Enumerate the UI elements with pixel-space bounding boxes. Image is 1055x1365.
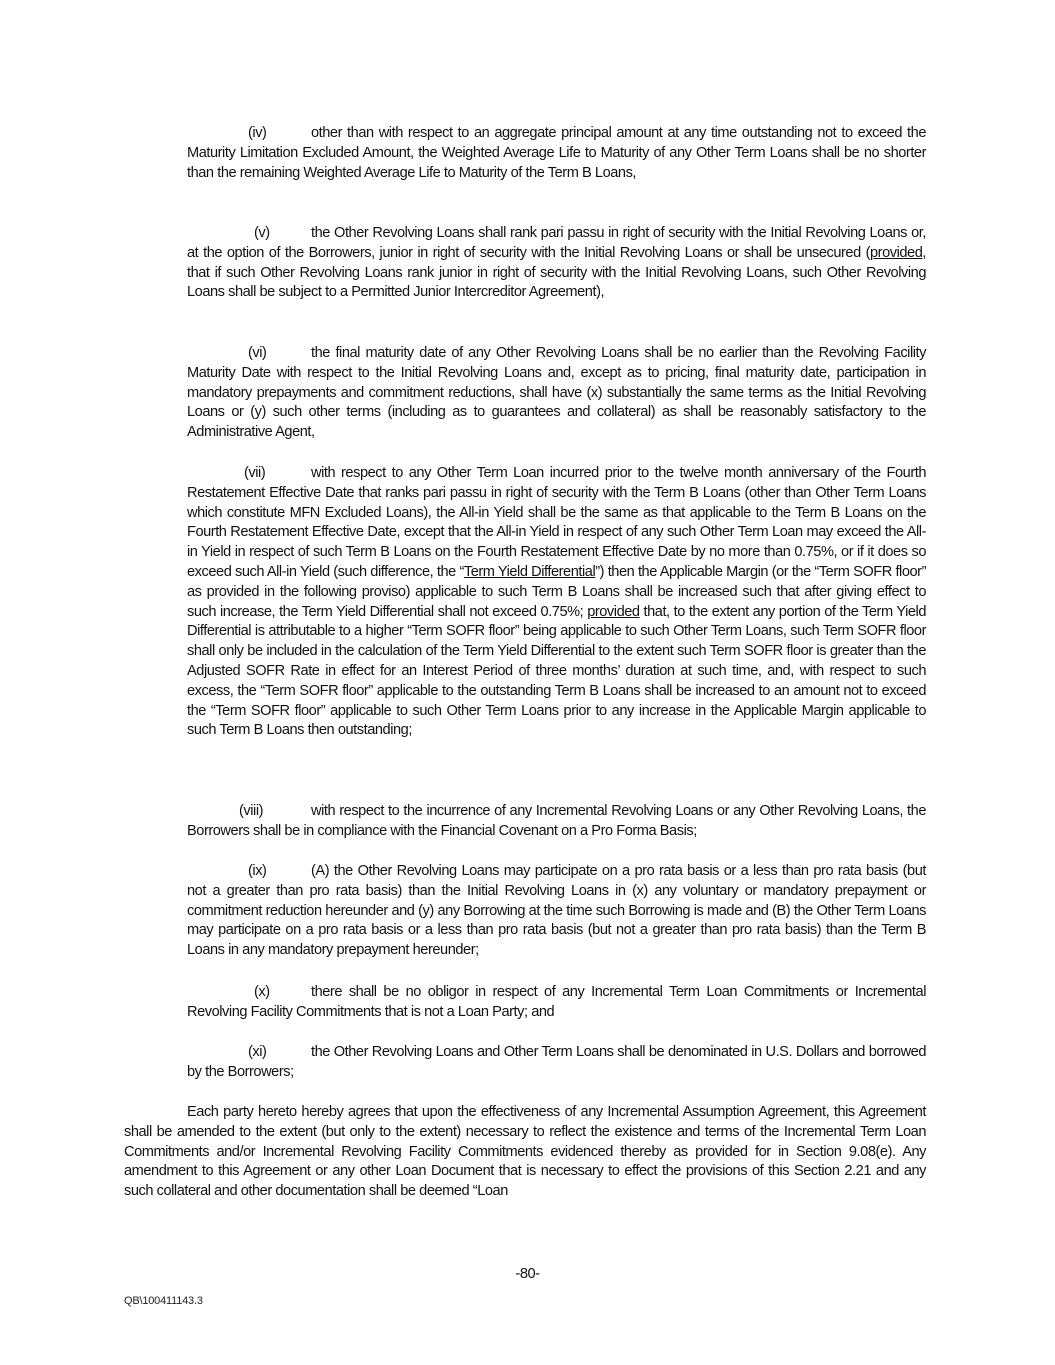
clause-vi bbox=[187, 344, 926, 443]
clause-marker: (x) bbox=[254, 984, 270, 1000]
clause-text: (A) the Other Revolving Loans may participate on a pro rata basis or a less than pro rata basis (but not a greater than pro rata basis) than the Initial Revolving Loans in (x) any voluntary or mandatory prepayment or commitment reduction hereunder and (y) any Borrowing at the time such Borrowing is made and (B) the Other Term Loans may participate on a pro rata basis or a less than pro rata basis (but not a greater than pro rata basis) than the Term B Loans in any mandatory prepayment hereunder; bbox=[187, 863, 926, 959]
clause-text: the final maturity date of any Other Revolving Loans shall be no earlier than the Revolving Facility Maturity Date with respect to the Initial Revolving Loans and, except as to pricing, final maturity date, participation in mandatory prepayments and commitment reductions, shall have (x) substantially the same terms as the Initial Revolving Loans or (y) such other terms (including as to guarantees and collateral) as shall be reasonably satisfactory to the Administrative Agent, bbox=[187, 345, 926, 441]
closing-paragraph: Each party hereto hereby agrees that upon the effectiveness of any Incremental Assumption Agreement, this Agreement shall be amended to the extent (but only to the extent) necessary to reflect the existence and terms of the Incremental Term Loan Commitments and/or Incremental Revolving Facility Commitments evidenced thereby as provided for in Section 9.08(e). Any amendment to this Agreement or any other Loan Document that is necessary to effect the provisions of this Section 2.21 and any such collateral and other documentation shall be deemed “Loan bbox=[124, 1104, 926, 1200]
clause-v bbox=[187, 224, 926, 303]
clause-text: with respect to the incurrence of any Incremental Revolving Loans or any Other Revolving Loans, the Borrowers shall be in compliance with the Financial Covenant on a Pro Forma Basis; bbox=[187, 803, 926, 839]
clause-x bbox=[187, 983, 926, 1023]
clause-marker: (vii) bbox=[244, 465, 266, 481]
provided-term: provided bbox=[870, 244, 923, 261]
clause-marker: (xi) bbox=[248, 1044, 267, 1060]
page-number: -80- bbox=[515, 1266, 540, 1282]
clause-marker: (viii) bbox=[239, 803, 264, 819]
clause-text: that, to the extent any portion of the Term Yield Differential is attributable to a higher “Term SOFR floor” being applicable to such Other Term Loans, such Term SOFR floor shall only be included in the calculation of the Term Yield Differential to the extent such Term SOFR floor is greater than the Adjusted SOFR Rate in effect for an Interest Period of three months’ duration at such time, and, with respect to such excess, the “Term SOFR floor” applicable to the outstanding Term B Loans shall be increased to an amount not to exceed the “Term SOFR floor” applicable to such Other Term Loans prior to any increase in the Applicable Margin applicable to such Term B Loans then outstanding; bbox=[187, 603, 927, 739]
clause-vii bbox=[187, 464, 926, 741]
clause-marker: (vi) bbox=[248, 345, 267, 361]
clause-text: ”) then the Applicable Margin (or the “Term SOFR floor” as provided in the following proviso) applicable to such Term B Loans shall be increased such that after giving effect to such increase, the Term Yield Differential shall not exceed 0.75%; bbox=[187, 563, 926, 620]
clause-iv bbox=[187, 124, 926, 183]
clause-text: other than with respect to an aggregate principal amount at any time outstanding not to exceed the Maturity Limitation Excluded Amount, the Weighted Average Life to Maturity of any Other Term Loans shall be no shorter than the remaining Weighted Average Life to Maturity of the Term B Loans, bbox=[187, 125, 926, 181]
clause-xi bbox=[187, 1043, 926, 1083]
clause-text: the Other Revolving Loans and Other Term Loans shall be denominated in U.S. Dollars and borrowed by the Borrowers; bbox=[187, 1044, 926, 1080]
clause-text: there shall be no obligor in respect of any Incremental Term Loan Commitments or Incremental Revolving Facility Commitments that is not a Loan Party; and bbox=[187, 984, 926, 1020]
clause-marker: (iv) bbox=[248, 125, 267, 141]
clause-viii bbox=[187, 802, 926, 842]
clause-ix bbox=[187, 862, 926, 961]
clause-text: , that if such Other Revolving Loans rank junior in right of security with the Initial Revolving Loans, such Other Revolving Loans shall be subject to a Permitted Junior Intercreditor Agreement), bbox=[187, 244, 926, 301]
clause-marker: (ix) bbox=[248, 863, 267, 879]
clause-text: with respect to any Other Term Loan incurred prior to the twelve month anniversary of the Fourth Restatement Effective Date that ranks pari passu in right of security with the Term B Loans (other than Other Term Loans which constitute MFN Excluded Loans), the All-in Yield shall be the same as that applicable to the Term B Loans on the Fourth Restatement Effective Date, except that the All-in Yield in respect of any such Other Term Loan may exceed the All-in Yield in respect of such Term B Loans on the Fourth Restatement Effective Date by no more than 0.75%, or if it does so exceed such All-in Yield (such difference, the “ bbox=[187, 465, 926, 580]
clause-text: the Other Revolving Loans shall rank pari passu in right of security with the Initial Revolving Loans or, at the option of the Borrowers, junior in right of security with the Initial Revolving Loans or shall be unsecured ( bbox=[187, 225, 926, 261]
defined-term-term-yield-differential: Term Yield Differential bbox=[463, 563, 596, 580]
provided-term: provided bbox=[587, 603, 640, 620]
clause-marker: (v) bbox=[254, 225, 270, 241]
document-id: QB\100411143.3 bbox=[124, 1295, 203, 1307]
